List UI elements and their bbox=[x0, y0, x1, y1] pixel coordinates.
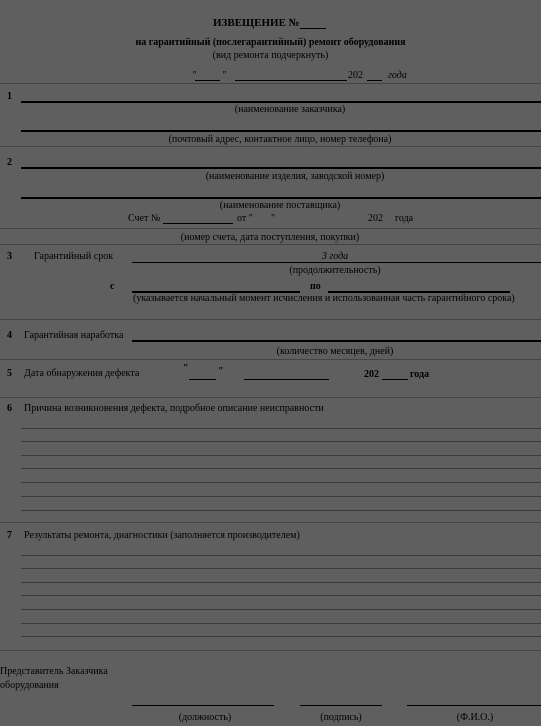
header-date-day-field[interactable] bbox=[195, 80, 220, 81]
repair-results-line[interactable] bbox=[21, 636, 541, 637]
header-date-year: 202 bbox=[348, 70, 363, 81]
supplier-name-caption: (наименование поставщика) bbox=[219, 200, 341, 211]
invoice-label: Счет № bbox=[128, 213, 161, 224]
defect-description-line[interactable] bbox=[21, 496, 541, 497]
form-note: (вид ремонта подчеркнуть) bbox=[212, 50, 329, 61]
defect-description-line[interactable] bbox=[21, 510, 541, 511]
supplier-name-field[interactable] bbox=[21, 197, 541, 199]
customer-contact-caption: (почтовый адрес, контактное лицо, номер телефона) bbox=[168, 134, 392, 145]
customer-name-field[interactable] bbox=[21, 101, 541, 103]
defect-description-line[interactable] bbox=[21, 428, 541, 429]
invoice-from-label: от " bbox=[237, 213, 253, 224]
section1-number: 1 bbox=[7, 91, 12, 102]
form-title bbox=[213, 17, 300, 29]
section2-number: 2 bbox=[7, 157, 12, 168]
repair-results-line[interactable] bbox=[21, 623, 541, 624]
defect-description-line[interactable] bbox=[21, 441, 541, 442]
invoice-quote-close: " bbox=[271, 213, 276, 224]
full-name-caption: (Ф.И.О.) bbox=[456, 712, 494, 723]
divider bbox=[0, 522, 541, 523]
defect-description-line[interactable] bbox=[21, 455, 541, 456]
position-caption: (должность) bbox=[178, 712, 232, 723]
defect-description-line[interactable] bbox=[21, 482, 541, 483]
signature-label-line2: оборудования bbox=[0, 680, 59, 691]
defect-date-day-field[interactable] bbox=[189, 379, 216, 380]
warranty-period-value: 3 года bbox=[321, 251, 349, 262]
header-date-quote-close: " bbox=[222, 70, 227, 81]
header-date-year-word: года bbox=[388, 70, 407, 81]
repair-results-line[interactable] bbox=[21, 582, 541, 583]
repair-results-line[interactable] bbox=[21, 568, 541, 569]
signature-field[interactable] bbox=[300, 705, 382, 706]
invoice-year: 202 bbox=[368, 213, 383, 224]
invoice-details-field[interactable] bbox=[0, 228, 541, 229]
repair-results-line[interactable] bbox=[21, 555, 541, 556]
section5-number: 5 bbox=[7, 368, 12, 379]
warranty-period-field[interactable] bbox=[132, 262, 541, 263]
customer-name-caption: (наименование заказчика) bbox=[234, 104, 346, 115]
defect-cause-label: Причина возникновения дефекта, подробное описание неисправности bbox=[24, 403, 324, 414]
product-name-field[interactable] bbox=[21, 167, 541, 169]
customer-contact-field[interactable] bbox=[21, 130, 541, 132]
warranty-dates-caption: (указывается начальный момент исчисления и использованная часть гарантийного срока) bbox=[133, 293, 515, 304]
repair-results-line[interactable] bbox=[21, 595, 541, 596]
invoice-caption: (номер счета, дата поступления, покупки) bbox=[180, 232, 360, 243]
defect-date-quote-close: " bbox=[218, 366, 224, 377]
divider bbox=[0, 650, 541, 651]
signature-caption: (подпись) bbox=[320, 712, 362, 723]
header-date-month-field[interactable] bbox=[235, 80, 347, 81]
form-title-text: ИЗВЕЩЕНИЕ № bbox=[213, 17, 300, 29]
defect-description-line[interactable] bbox=[21, 468, 541, 469]
section7-number: 7 bbox=[7, 530, 12, 541]
warranty-period-caption: (продолжительность) bbox=[289, 265, 381, 276]
defect-date-year-word: года bbox=[410, 369, 430, 380]
defect-date-label: Дата обнаружения дефекта bbox=[24, 368, 140, 379]
warranty-operation-label: Гарантийная наработка bbox=[24, 330, 124, 341]
position-field[interactable] bbox=[132, 705, 274, 706]
warranty-operation-field[interactable] bbox=[132, 340, 541, 342]
section3-number: 3 bbox=[7, 251, 12, 262]
defect-date-year-field[interactable] bbox=[382, 379, 408, 380]
header-date-quote-open: " bbox=[192, 70, 197, 81]
divider bbox=[0, 244, 541, 245]
defect-date-month-field[interactable] bbox=[244, 379, 329, 380]
divider bbox=[0, 319, 541, 320]
form-subtitle: на гарантийный (послегарантийный) ремонт оборудования bbox=[135, 37, 406, 48]
product-name-caption: (наименование изделия, заводской номер) bbox=[205, 171, 385, 182]
defect-date-quote-open: " bbox=[183, 363, 189, 374]
divider bbox=[0, 83, 541, 84]
warranty-period-label: Гарантийный срок bbox=[34, 251, 114, 262]
divider bbox=[0, 397, 541, 398]
notice-number-field[interactable] bbox=[300, 28, 326, 29]
section6-number: 6 bbox=[7, 403, 12, 414]
invoice-year-word: года bbox=[395, 213, 414, 224]
warranty-from-label: с bbox=[110, 281, 115, 292]
section4-number: 4 bbox=[7, 330, 12, 341]
header-date-year-field[interactable] bbox=[367, 80, 382, 81]
repair-results-label: Результаты ремонта, диагностики (заполняется производителем) bbox=[24, 530, 300, 541]
divider bbox=[0, 359, 541, 360]
warranty-to-label: по bbox=[310, 281, 321, 292]
warranty-operation-caption: (количество месяцев, дней) bbox=[276, 346, 394, 357]
repair-results-line[interactable] bbox=[21, 609, 541, 610]
signature-label-line1: Представитель Заказчика bbox=[0, 666, 108, 677]
divider bbox=[0, 146, 541, 147]
invoice-number-field[interactable] bbox=[163, 223, 233, 224]
defect-date-year: 202 bbox=[364, 369, 379, 380]
full-name-field[interactable] bbox=[407, 705, 541, 706]
